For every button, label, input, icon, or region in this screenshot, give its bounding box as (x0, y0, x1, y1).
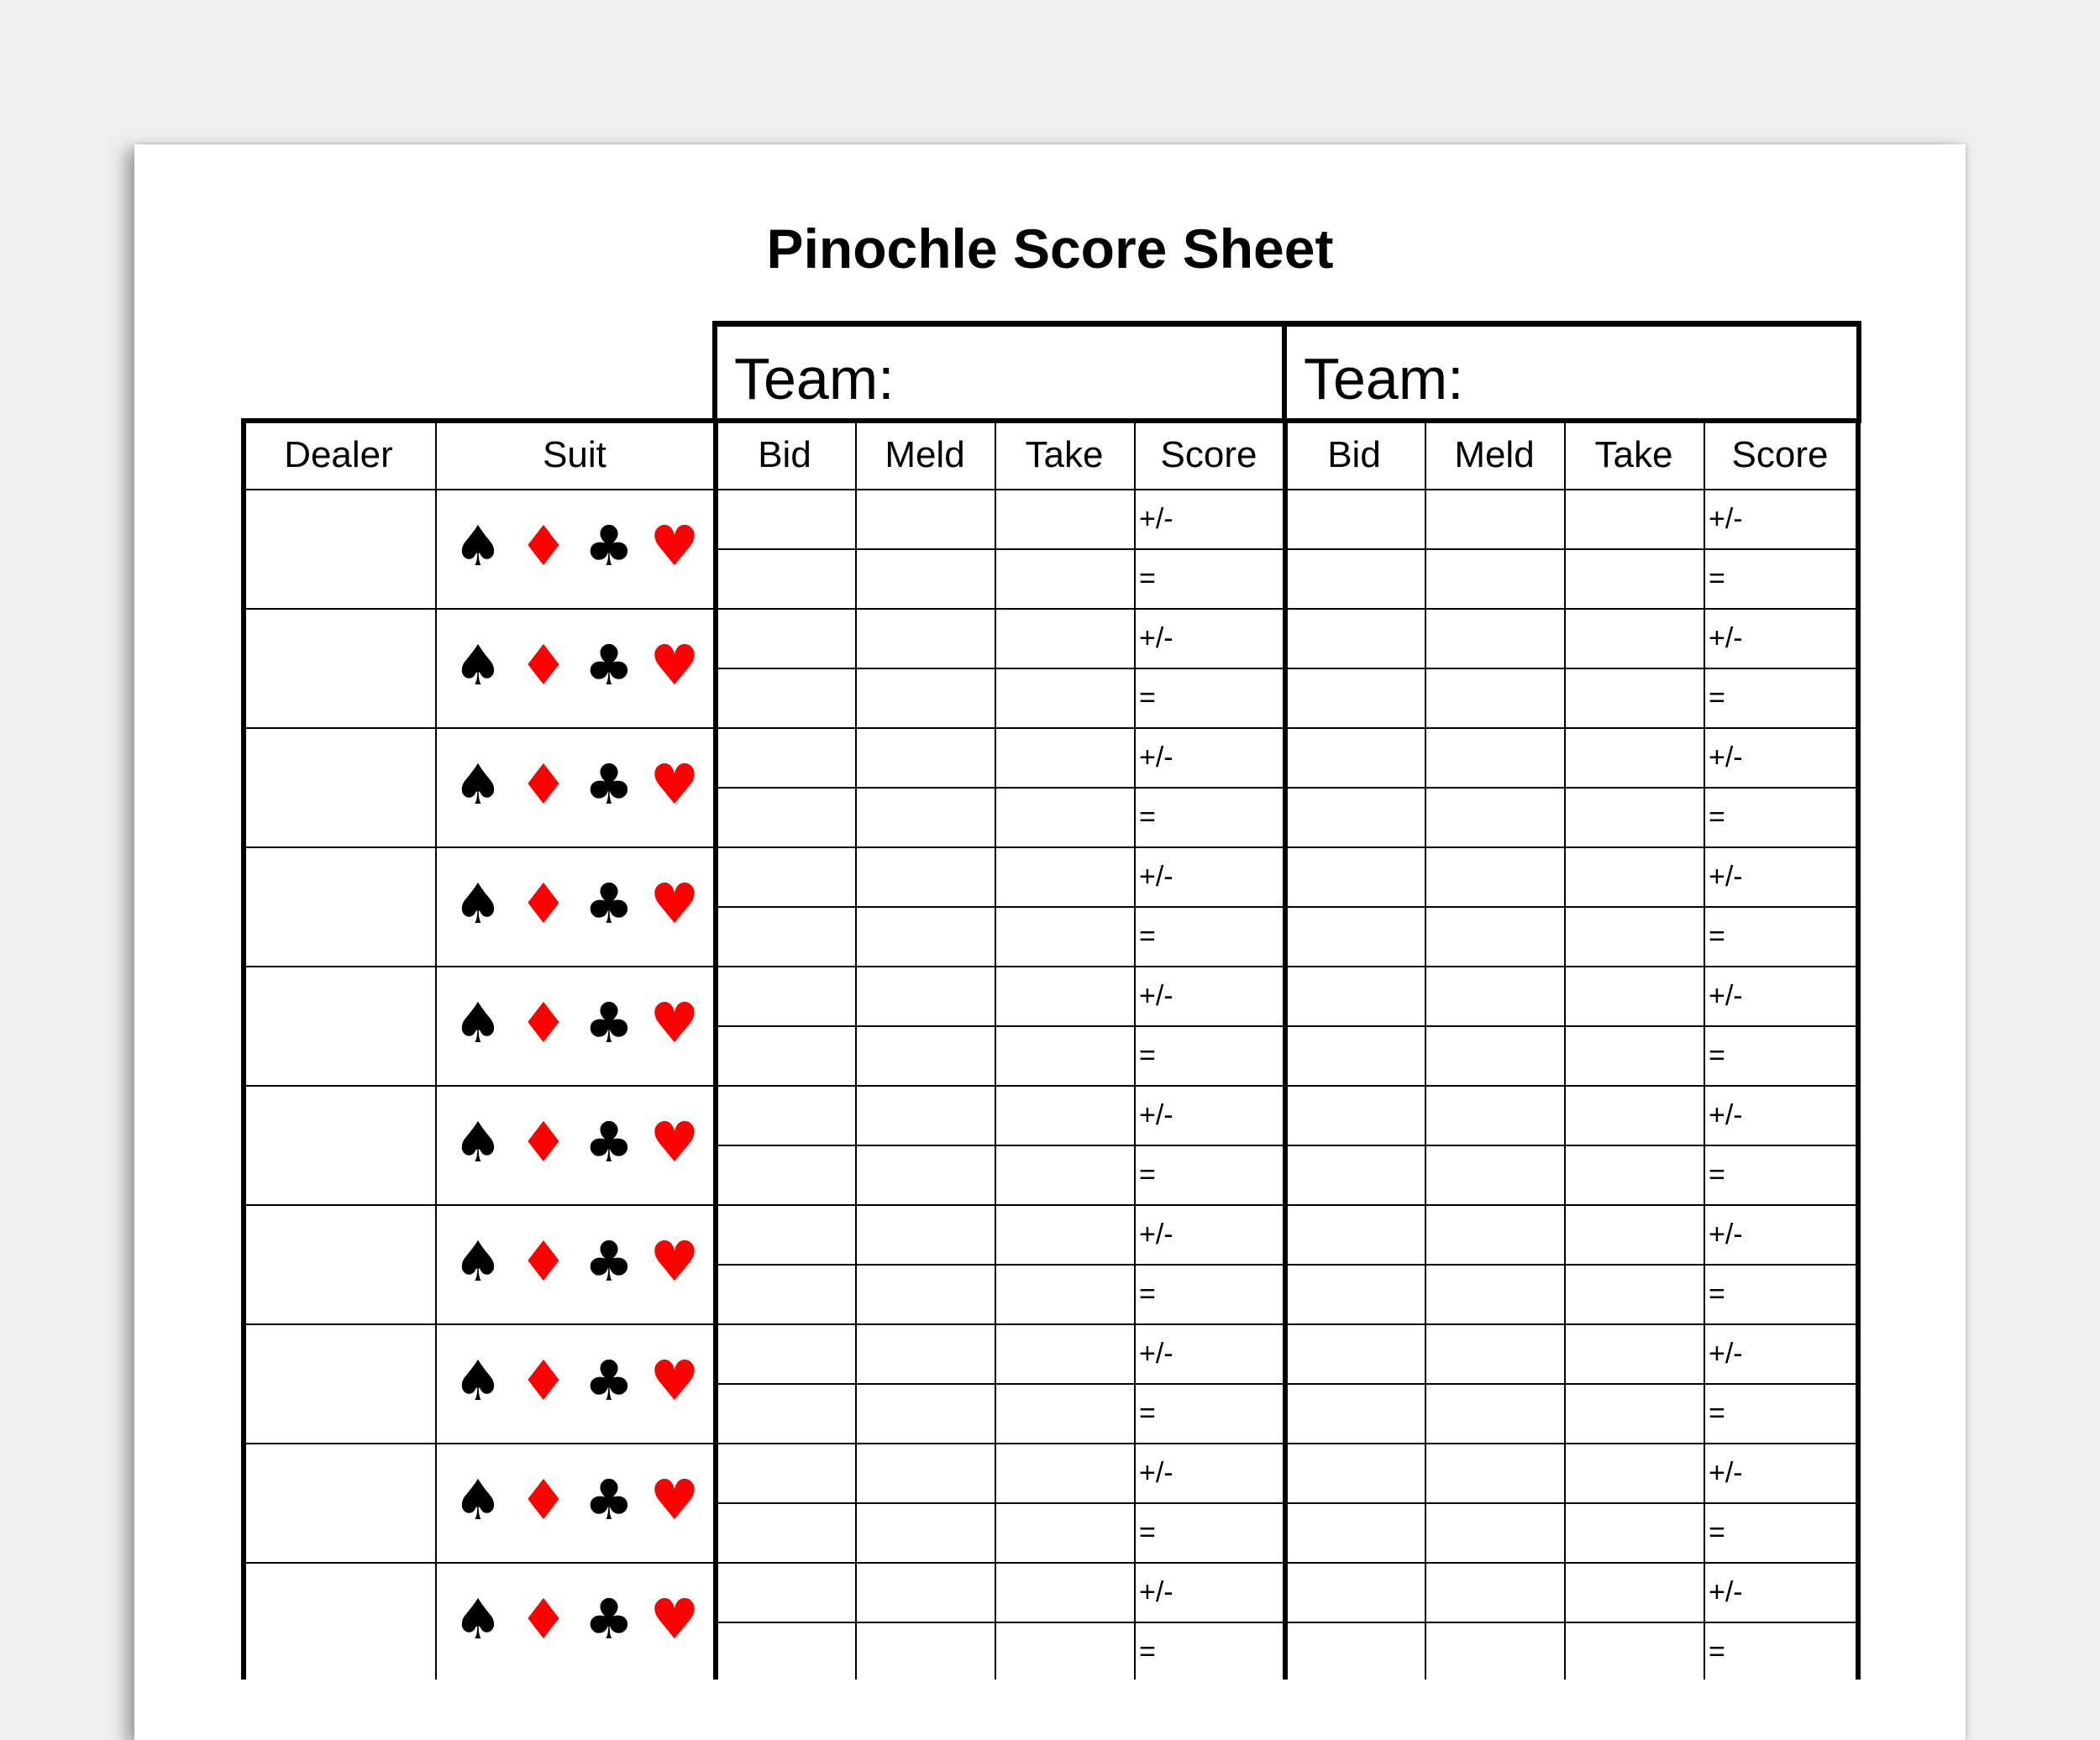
entry-field[interactable] (1284, 489, 1425, 608)
score-delta-label: +/- (1709, 861, 1743, 893)
dealer-field[interactable] (242, 966, 435, 1085)
score-total-label: = (1139, 1397, 1156, 1429)
entry-field[interactable] (1425, 1085, 1564, 1204)
entry-field[interactable] (714, 727, 855, 846)
entry-field[interactable] (1564, 1562, 1704, 1681)
entry-field[interactable] (1284, 1204, 1425, 1323)
entry-field[interactable] (714, 1443, 855, 1562)
diamond-icon: ♦ (518, 1229, 569, 1294)
entry-field[interactable] (1425, 489, 1564, 608)
team-2-header (1282, 321, 1861, 418)
spade-icon: ♠ (453, 1587, 503, 1652)
team-2-label: Team: (1304, 346, 1464, 411)
entry-field[interactable] (855, 966, 995, 1085)
score-total-label: = (1139, 801, 1156, 833)
entry-field[interactable] (1564, 846, 1704, 966)
entry-field[interactable] (1425, 846, 1564, 966)
heart-icon: ♥ (649, 1110, 700, 1175)
spade-icon: ♠ (453, 752, 503, 817)
score-total-label: = (1139, 1278, 1156, 1310)
entry-field[interactable] (1564, 966, 1704, 1085)
score-delta-label: +/- (1709, 742, 1743, 773)
entry-field[interactable] (855, 846, 995, 966)
entry-field[interactable] (1284, 1443, 1425, 1562)
diamond-icon: ♦ (518, 872, 569, 936)
heart-icon: ♥ (649, 1587, 700, 1652)
header-team2-meld: Meld (1454, 434, 1535, 475)
entry-field[interactable] (714, 1085, 855, 1204)
entry-field[interactable] (855, 727, 995, 846)
score-delta-label: +/- (1709, 980, 1743, 1012)
diamond-icon: ♦ (518, 1468, 569, 1533)
dealer-field[interactable] (242, 1204, 435, 1323)
entry-field[interactable] (1564, 1204, 1704, 1323)
score-delta-label: +/- (1139, 1457, 1173, 1489)
entry-field[interactable] (855, 1562, 995, 1681)
dealer-field[interactable] (242, 1323, 435, 1443)
score-total-label: = (1709, 1159, 1725, 1191)
club-icon: ♣ (584, 514, 634, 579)
heart-icon: ♥ (649, 872, 700, 936)
header-team1-score: Score (1160, 434, 1257, 475)
spade-icon: ♠ (453, 1349, 503, 1413)
entry-field[interactable] (1564, 489, 1704, 608)
spade-icon: ♠ (453, 633, 503, 698)
header-team2-take: Take (1594, 434, 1673, 475)
score-delta-label: +/- (1139, 1099, 1173, 1131)
score-delta-label: +/- (1139, 861, 1173, 893)
team-1-header (712, 321, 1287, 418)
score-delta-label: +/- (1709, 622, 1743, 654)
dealer-field[interactable] (242, 1443, 435, 1562)
entry-field[interactable] (995, 608, 1134, 727)
club-icon: ♣ (584, 1110, 634, 1175)
entry-field[interactable] (1284, 966, 1425, 1085)
score-delta-label: +/- (1709, 1457, 1743, 1489)
score-delta-label: +/- (1709, 1338, 1743, 1370)
team-1-label: Team: (734, 346, 895, 411)
header-suit: Suit (543, 434, 606, 475)
score-total-label: = (1139, 1517, 1156, 1549)
header-dealer: Dealer (284, 434, 393, 475)
heart-icon: ♥ (649, 1468, 700, 1533)
spade-icon: ♠ (453, 1468, 503, 1533)
score-delta-label: +/- (1139, 503, 1173, 535)
entry-field[interactable] (714, 966, 855, 1085)
entry-field[interactable] (714, 1204, 855, 1323)
spade-icon: ♠ (453, 1229, 503, 1294)
entry-field[interactable] (1425, 1323, 1564, 1443)
entry-field[interactable] (1425, 966, 1564, 1085)
score-delta-label: +/- (1709, 503, 1743, 535)
score-delta-label: +/- (1139, 622, 1173, 654)
score-delta-label: +/- (1139, 1576, 1173, 1608)
entry-field[interactable] (855, 608, 995, 727)
entry-field[interactable] (1425, 608, 1564, 727)
score-delta-label: +/- (1139, 1219, 1173, 1250)
header-team1-meld: Meld (885, 434, 965, 475)
score-delta-label: +/- (1139, 980, 1173, 1012)
entry-field[interactable] (1284, 1323, 1425, 1443)
entry-field[interactable] (995, 846, 1134, 966)
entry-field[interactable] (1564, 1443, 1704, 1562)
spade-icon: ♠ (453, 991, 503, 1056)
score-delta-label: +/- (1709, 1576, 1743, 1608)
heart-icon: ♥ (649, 514, 700, 579)
club-icon: ♣ (584, 1587, 634, 1652)
heart-icon: ♥ (649, 633, 700, 698)
entry-field[interactable] (1425, 727, 1564, 846)
entry-field[interactable] (1425, 1562, 1564, 1681)
heart-icon: ♥ (649, 752, 700, 817)
diamond-icon: ♦ (518, 1587, 569, 1652)
dealer-field[interactable] (242, 489, 435, 608)
entry-field[interactable] (995, 1085, 1134, 1204)
entry-field[interactable] (855, 1443, 995, 1562)
header-team1-bid: Bid (758, 434, 811, 475)
club-icon: ♣ (584, 752, 634, 817)
diamond-icon: ♦ (518, 752, 569, 817)
spade-icon: ♠ (453, 872, 503, 936)
score-delta-label: +/- (1139, 1338, 1173, 1370)
entry-field[interactable] (1284, 727, 1425, 846)
entry-field[interactable] (855, 1085, 995, 1204)
header-team2-bid: Bid (1327, 434, 1381, 475)
entry-field[interactable] (1564, 608, 1704, 727)
entry-field[interactable] (995, 1204, 1134, 1323)
heart-icon: ♥ (649, 1229, 700, 1294)
score-total-label: = (1709, 1397, 1725, 1429)
entry-field[interactable] (995, 1562, 1134, 1681)
dealer-field[interactable] (242, 846, 435, 966)
club-icon: ♣ (584, 1229, 634, 1294)
entry-field[interactable] (995, 1323, 1134, 1443)
club-icon: ♣ (584, 1468, 634, 1533)
entry-field[interactable] (1284, 608, 1425, 727)
score-delta-label: +/- (1709, 1099, 1743, 1131)
score-total-label: = (1139, 1159, 1156, 1191)
score-delta-label: +/- (1139, 742, 1173, 773)
entry-field[interactable] (1284, 1562, 1425, 1681)
heart-icon: ♥ (649, 1349, 700, 1413)
score-total-label: = (1709, 563, 1725, 595)
score-total-label: = (1709, 1636, 1725, 1668)
dealer-field[interactable] (242, 1562, 435, 1681)
entry-field[interactable] (714, 1323, 855, 1443)
entry-field[interactable] (995, 1443, 1134, 1562)
dealer-field[interactable] (242, 727, 435, 846)
entry-field[interactable] (995, 489, 1134, 608)
page-title: Pinochle Score Sheet (766, 218, 1334, 280)
score-total-label: = (1709, 1040, 1725, 1072)
score-delta-label: +/- (1709, 1219, 1743, 1250)
dealer-field[interactable] (242, 608, 435, 727)
club-icon: ♣ (584, 633, 634, 698)
spade-icon: ♠ (453, 514, 503, 579)
diamond-icon: ♦ (518, 633, 569, 698)
club-icon: ♣ (584, 1349, 634, 1413)
entry-field[interactable] (714, 1562, 855, 1681)
score-total-label: = (1709, 801, 1725, 833)
entry-field[interactable] (855, 1323, 995, 1443)
score-total-label: = (1709, 682, 1725, 714)
score-total-label: = (1709, 1278, 1725, 1310)
entry-field[interactable] (1284, 846, 1425, 966)
diamond-icon: ♦ (518, 1349, 569, 1413)
header-team1-take: Take (1025, 434, 1104, 475)
entry-field[interactable] (714, 489, 855, 608)
score-total-label: = (1139, 920, 1156, 952)
entry-field[interactable] (1284, 1085, 1425, 1204)
diamond-icon: ♦ (518, 1110, 569, 1175)
entry-field[interactable] (1564, 1085, 1704, 1204)
entry-field[interactable] (995, 966, 1134, 1085)
entry-field[interactable] (995, 727, 1134, 846)
entry-field[interactable] (1425, 1443, 1564, 1562)
score-total-label: = (1139, 682, 1156, 714)
entry-field[interactable] (1564, 1323, 1704, 1443)
score-total-label: = (1709, 1517, 1725, 1549)
score-total-label: = (1139, 563, 1156, 595)
spade-icon: ♠ (453, 1110, 503, 1175)
club-icon: ♣ (584, 872, 634, 936)
score-total-label: = (1709, 920, 1725, 952)
entry-field[interactable] (855, 1204, 995, 1323)
dealer-field[interactable] (242, 1085, 435, 1204)
entry-field[interactable] (1425, 1204, 1564, 1323)
entry-field[interactable] (714, 846, 855, 966)
club-icon: ♣ (584, 991, 634, 1056)
diamond-icon: ♦ (518, 991, 569, 1056)
header-team2-score: Score (1731, 434, 1829, 475)
heart-icon: ♥ (649, 991, 700, 1056)
entry-field[interactable] (1564, 727, 1704, 846)
score-total-label: = (1139, 1040, 1156, 1072)
score-total-label: = (1139, 1636, 1156, 1668)
diamond-icon: ♦ (518, 514, 569, 579)
entry-field[interactable] (855, 489, 995, 608)
entry-field[interactable] (714, 608, 855, 727)
